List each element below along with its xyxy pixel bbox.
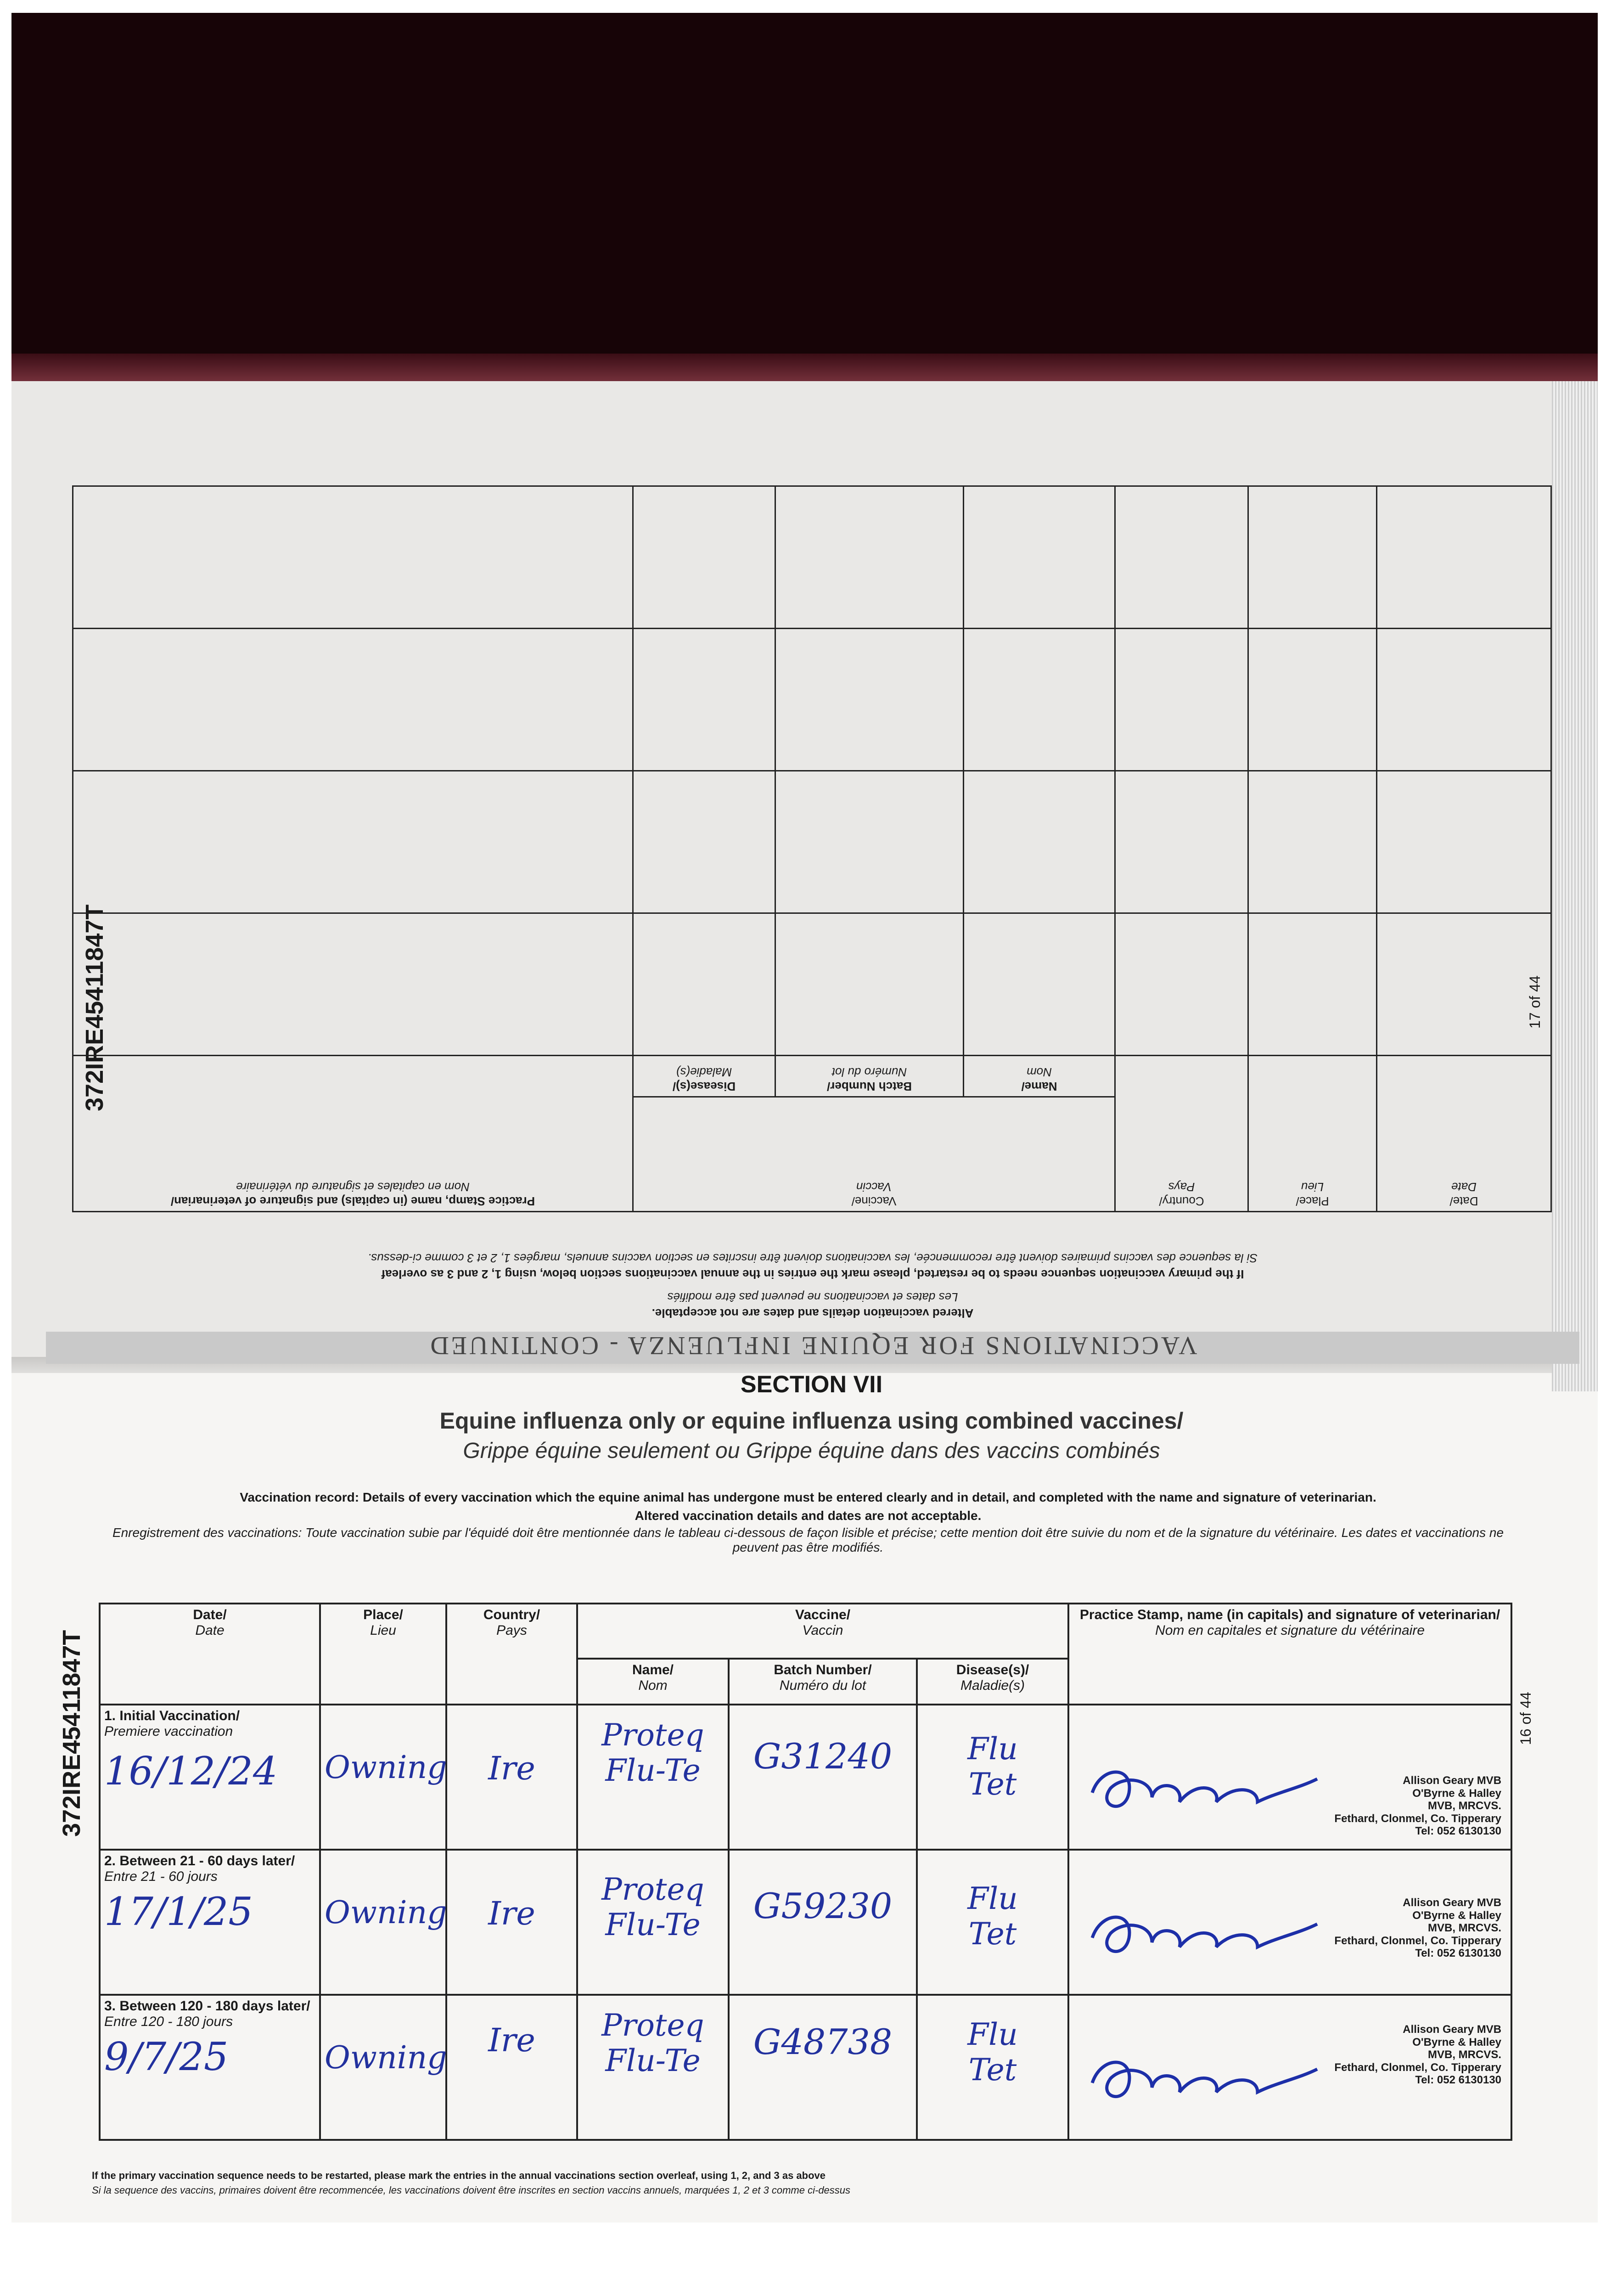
- vaccination-row-1: [100, 1705, 1511, 1850]
- header-stamp: Practice Stamp, name (in capitals) and signature of veterinarian/ Nom en capitales et signature du vétérinaire: [73, 1056, 633, 1212]
- step-label-fr: Entre 21 - 60 jours: [104, 1869, 218, 1884]
- signature-image: [1083, 1896, 1322, 1965]
- practice-stamp: Allison Geary MVB O'Byrne & Halley MVB, MRCVS. Fethard, Clonmel, Co. Tipperary Tel: 052 6130130: [1334, 1774, 1502, 1838]
- handwritten-disease-2: Tet: [968, 1916, 1017, 1952]
- batch-cell: [729, 1995, 917, 2140]
- header-vaccine: Vaccine/ Vaccin: [633, 1097, 1115, 1212]
- page-number-upper: 17 of 44: [1527, 975, 1543, 1029]
- section-subtitle-fr: Grippe équine seulement ou Grippe équine dans des vaccins combinés: [463, 1439, 1160, 1463]
- handwritten-vaccine-name-2: Flu-Te: [605, 1907, 701, 1942]
- step-cell: [100, 1995, 320, 2140]
- handwritten-country: Ire: [488, 1895, 535, 1932]
- step-label-fr: Entre 120 - 180 jours: [104, 2014, 233, 2029]
- header-country: Country/ Pays: [1115, 1056, 1248, 1212]
- vaccination-record-table: [99, 1603, 1512, 2141]
- handwritten-disease: Flu: [967, 1731, 1018, 1767]
- handwritten-date: 16/12/24: [104, 1749, 278, 1794]
- stamp-cell: [1068, 1705, 1511, 1850]
- restart-notice: If the primary vaccination sequence needs to be restarted, please mark the entries in the annual vaccinations section below, using 1, 2 and 3 as overleaf: [381, 1267, 1244, 1281]
- restart-notice-fr: Si la sequence des vaccins primaires doivent être recommencée, les vaccinations doivent être inscrites en section vaccins annuels, margées 1, 2 et 3 comme ci-dessus.: [368, 1251, 1258, 1265]
- empty-row: [73, 913, 1551, 1056]
- step-cell: [100, 1850, 320, 1995]
- header-disease: Disease(s)/ Maladie(s): [917, 1659, 1068, 1705]
- batch-cell: [729, 1850, 917, 1995]
- section-title: SECTION VII: [740, 1371, 883, 1398]
- header-date: Date/ Date: [1377, 1056, 1551, 1212]
- empty-row: [73, 629, 1551, 771]
- place-cell: [320, 1850, 446, 1995]
- handwritten-vaccine-name: Proteq: [601, 2008, 704, 2043]
- place-cell: [320, 1995, 446, 2140]
- vaccine-name-cell: [577, 1850, 729, 1995]
- vaccine-name-cell: [577, 1705, 729, 1850]
- handwritten-vaccine-name: Proteq: [601, 1872, 704, 1907]
- empty-row: [73, 771, 1551, 913]
- empty-vaccination-table: [72, 485, 1552, 1212]
- band-title: VACCINATIONS FOR EQUINE INFLUENZA - CONTINUED: [428, 1331, 1197, 1360]
- country-cell: [446, 1850, 577, 1995]
- stamp-cell: [1068, 1995, 1511, 2140]
- page-edges: [1552, 381, 1598, 1391]
- handwritten-place: Owning: [325, 1895, 447, 1931]
- disease-cell: [917, 1705, 1068, 1850]
- handwritten-batch: G59230: [753, 1885, 893, 1926]
- handwritten-batch: G48738: [753, 2021, 893, 2062]
- practice-stamp: Allison Geary MVB O'Byrne & Halley MVB, MRCVS. Fethard, Clonmel, Co. Tipperary Tel: 052 6130130: [1334, 2023, 1502, 2087]
- header-country: Country/ Pays: [446, 1604, 577, 1705]
- batch-cell: [729, 1705, 917, 1850]
- step-label: 3. Between 120 - 180 days later/: [104, 1998, 310, 2014]
- disease-cell: [917, 1850, 1068, 1995]
- handwritten-date: 17/1/25: [104, 1889, 253, 1934]
- header-disease: Disease(s)/ Maladie(s): [633, 1056, 775, 1097]
- signature-image: [1083, 1751, 1322, 1820]
- restart-footer: If the primary vaccination sequence needs to be restarted, please mark the entries in the annual vaccinations section overleaf, using 1, 2, and 3 as above: [92, 2170, 826, 2181]
- handwritten-vaccine-name-2: Flu-Te: [605, 2043, 701, 2078]
- handwritten-place: Owning: [325, 1750, 447, 1786]
- step-label: 2. Between 21 - 60 days later/: [104, 1853, 295, 1868]
- header-batch: Batch Number/ Numéro du lot: [729, 1659, 917, 1705]
- handwritten-vaccine-name-2: Flu-Te: [605, 1753, 701, 1788]
- handwritten-country: Ire: [488, 1750, 535, 1787]
- stamp-cell: [1068, 1850, 1511, 1995]
- restart-footer-fr: Si la sequence des vaccins, primaires doivent être recommencée, les vaccinations doivent être inscrites en section vaccins annuels, marquées 1, 2 et 3 comme ci-dessus: [92, 2184, 851, 2196]
- empty-row: [73, 486, 1551, 629]
- section-subtitle: Equine influenza only or equine influenza using combined vaccines/: [439, 1408, 1184, 1434]
- header-stamp: Practice Stamp, name (in capitals) and signature of veterinarian/ Nom en capitales et signature du vétérinaire: [1068, 1604, 1511, 1705]
- header-name: Name/ Nom: [577, 1659, 729, 1705]
- vaccine-name-cell: [577, 1995, 729, 2140]
- handwritten-disease: Flu: [967, 1881, 1018, 1916]
- dark-background: [11, 13, 1598, 362]
- header-name: Name/ Nom: [964, 1056, 1115, 1097]
- country-cell: [446, 1705, 577, 1850]
- passport-id-lower: 372IRE45411847T: [58, 1630, 85, 1837]
- header-date: Date/ Date: [100, 1604, 320, 1705]
- header-vaccine: Vaccine/ Vaccin: [577, 1604, 1068, 1659]
- country-cell: [446, 1995, 577, 2140]
- header-place: Place/ Lieu: [320, 1604, 446, 1705]
- step-cell: [100, 1705, 320, 1850]
- page-number-lower: 16 of 44: [1517, 1692, 1534, 1745]
- disease-cell: [917, 1995, 1068, 2140]
- altered-notice-fr: Les dates et vaccinations ne peuvent pas être modifiés: [667, 1290, 958, 1304]
- handwritten-place: Owning: [325, 2040, 447, 2076]
- header-batch: Batch Number/ Numéro du lot: [775, 1056, 964, 1097]
- passport-id-upper: 372IRE45411847T: [81, 904, 108, 1111]
- record-instructions-fr: Enregistrement des vaccinations: Toute vaccination subie par l'équidé doit être mentionnée dans le tableau ci-dessous de façon lisible et précise; cette mention doit être suivie du nom et de la signature du vétérinaire. Les dates et vaccinations ne peuvent pas être modifiés.: [112, 1525, 1504, 1554]
- record-instructions: Vaccination record: Details of every vaccination which the equine animal has undergone must be entered clearly and in detail, and completed with the name and signature of veterinarian.: [240, 1490, 1376, 1504]
- header-place: Place/ Lieu: [1248, 1056, 1377, 1212]
- practice-stamp: Allison Geary MVB O'Byrne & Halley MVB, MRCVS. Fethard, Clonmel, Co. Tipperary Tel: 052 6130130: [1334, 1896, 1502, 1960]
- handwritten-disease-2: Tet: [968, 1767, 1017, 1802]
- step-label-fr: Premiere vaccination: [104, 1724, 233, 1739]
- altered-notice: Altered vaccination details and dates are not acceptable.: [651, 1306, 974, 1320]
- vaccination-row-3: [100, 1995, 1511, 2140]
- handwritten-disease: Flu: [967, 2017, 1018, 2052]
- handwritten-disease-2: Tet: [968, 2052, 1017, 2088]
- record-altered-notice: Altered vaccination details and dates are not acceptable.: [635, 1508, 982, 1523]
- step-label: 1. Initial Vaccination/: [104, 1708, 240, 1723]
- upper-page-content: [73, 491, 1552, 1364]
- signature-image: [1083, 2042, 1322, 2110]
- handwritten-country: Ire: [488, 2021, 535, 2059]
- scan-margin: [0, 2223, 1623, 2296]
- place-cell: [320, 1705, 446, 1850]
- handwritten-date: 9/7/25: [104, 2034, 229, 2079]
- handwritten-batch: G31240: [753, 1736, 893, 1777]
- handwritten-vaccine-name: Proteq: [601, 1717, 704, 1753]
- vaccination-row-2: [100, 1850, 1511, 1995]
